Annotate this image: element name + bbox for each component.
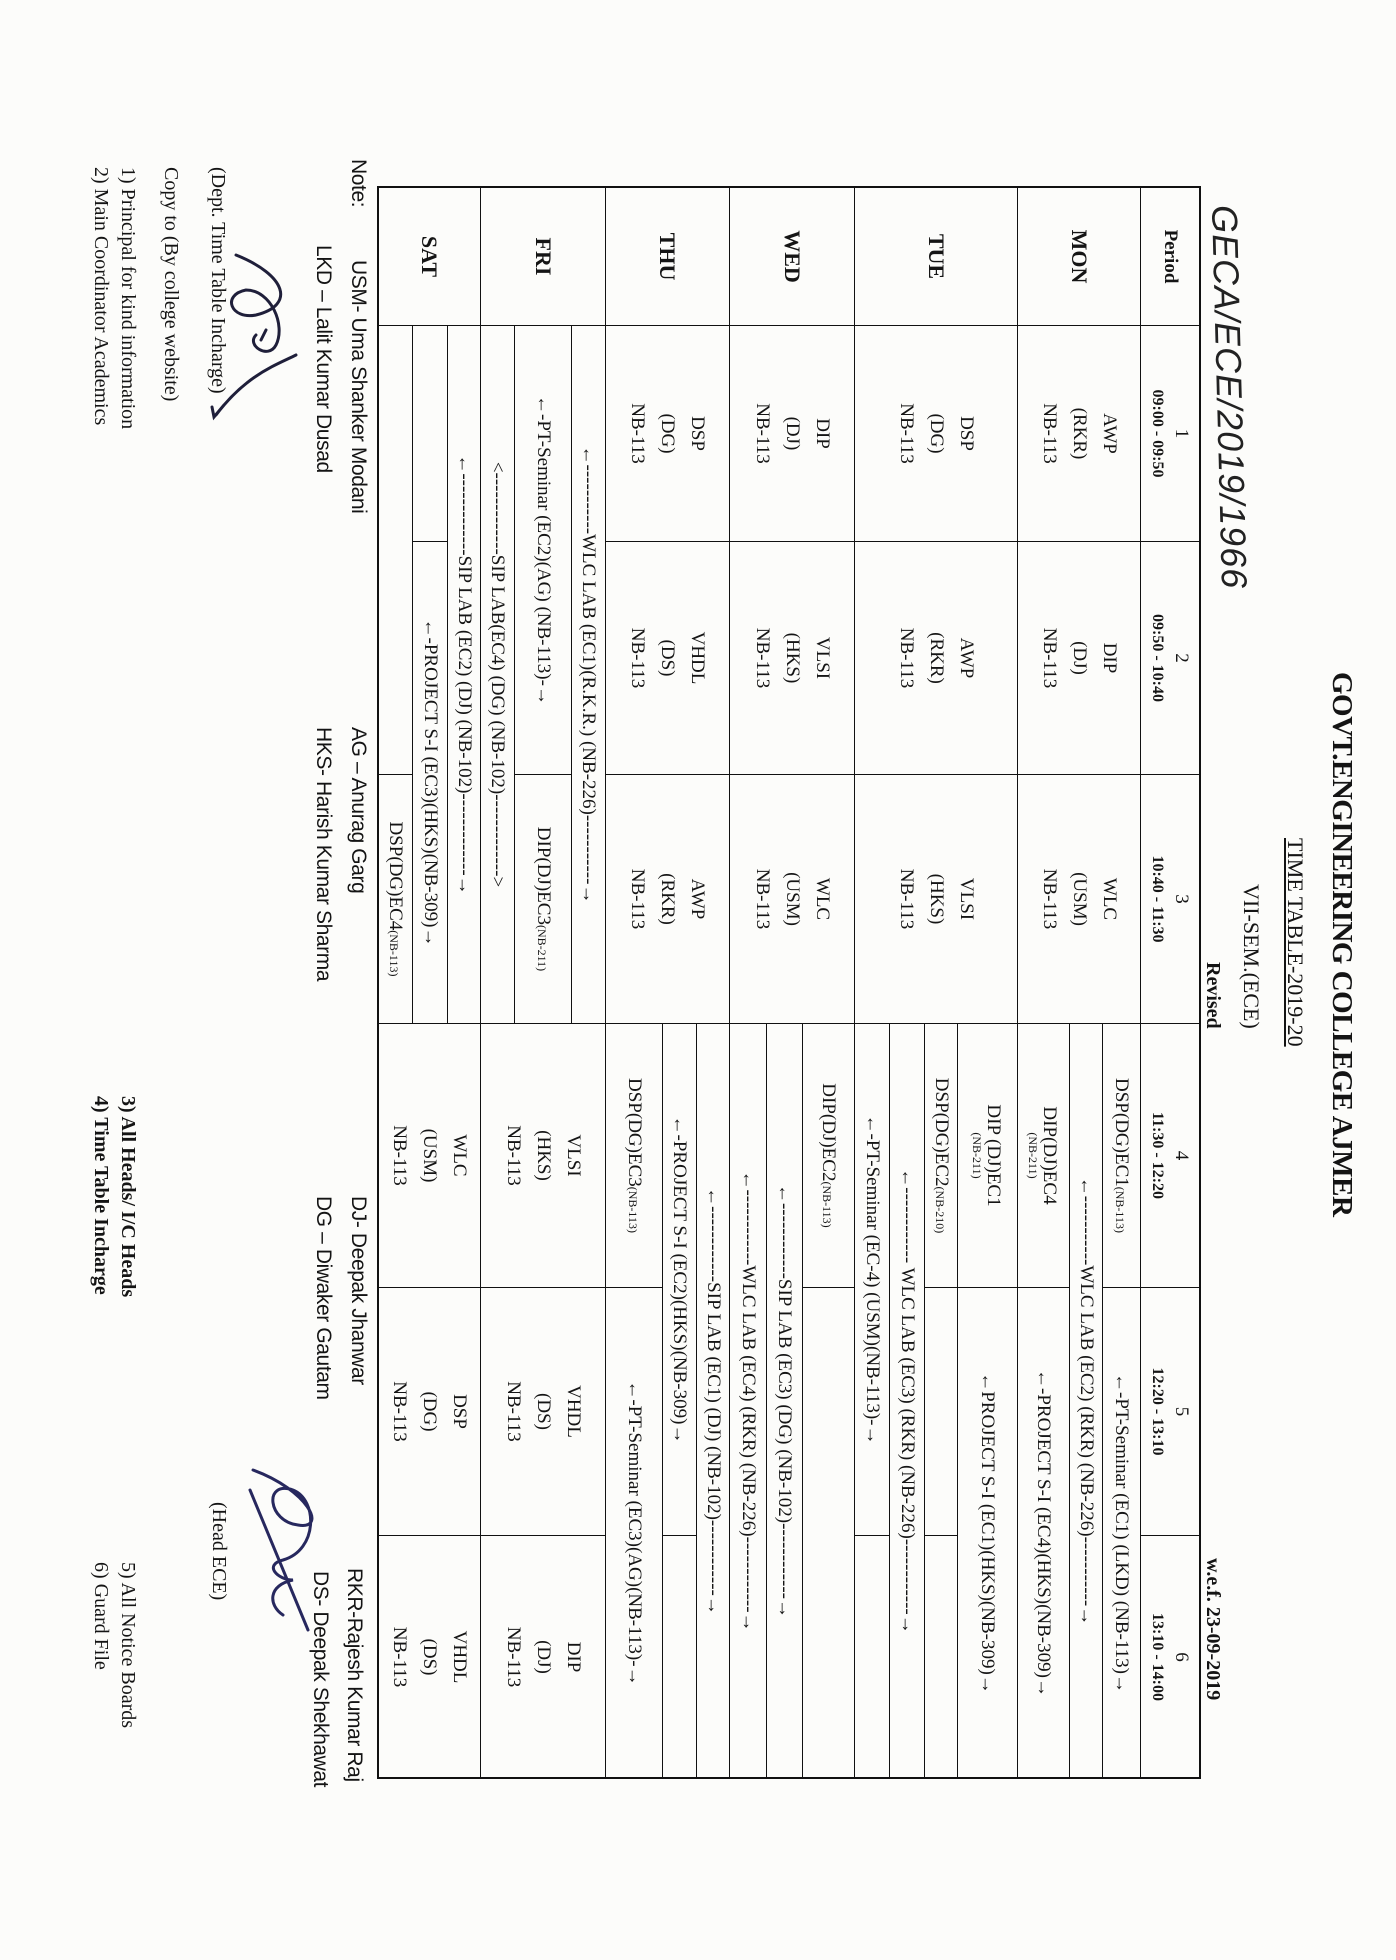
class-cell-text: DSP bbox=[449, 1394, 470, 1429]
abbr-lkd: LKD – Lalit Kumar Dusad bbox=[312, 245, 335, 473]
class-cell-text: ←-PROJECT S-I (EC2)(HKS)(NB-309)→ bbox=[669, 1115, 691, 1444]
class-cell-text: DIP bbox=[1099, 642, 1120, 674]
class-cell-text: ←-PROJECT S-I (EC4)(HKS)(NB-309)→ bbox=[1033, 1369, 1055, 1697]
class-cell-text: NB-113 bbox=[627, 403, 649, 464]
class-cell-text: NB-113 bbox=[1039, 403, 1060, 464]
room-number: (NB-211) bbox=[534, 924, 549, 972]
class-cell-text: NB-113 bbox=[503, 1125, 524, 1186]
class-cell-text: ←-PT-Seminar (EC1) (LKD) (NB-113)→ bbox=[1111, 1373, 1133, 1693]
class-cell-text: NB-113 bbox=[627, 627, 649, 689]
college-title: GOVT.ENGINEERING COLLEGE AJMER bbox=[1326, 672, 1358, 1217]
class-cell-text: (DG) bbox=[926, 413, 947, 454]
class-cell-text: (DG) bbox=[657, 413, 679, 454]
period-number: 1 bbox=[1170, 428, 1192, 439]
class-cell-text: (DG) bbox=[419, 1391, 440, 1432]
class-cell-text: ←-----------WLC LAB (EC1)(R.K.R.) (NB-226)-----------→ bbox=[578, 445, 600, 904]
copy-to-label: Copy to (By college website) bbox=[160, 167, 182, 402]
class-cell-text: DSP(DG)EC3 bbox=[623, 1078, 645, 1187]
revised-label: Revised bbox=[1202, 962, 1224, 1029]
class-cell-text: ←------------WLC LAB (EC4) (RKR) (NB-226)------------→ bbox=[737, 1170, 759, 1632]
class-cell-text: ←-PT-Seminar (EC-4) (USM)(NB-113)-→ bbox=[861, 1114, 883, 1445]
head-ece-label: (Head ECE) bbox=[208, 1502, 230, 1601]
class-cell-text: NB-113 bbox=[503, 1381, 524, 1442]
class-cell-text: (USM) bbox=[419, 1128, 440, 1183]
class-cell-text: DSP(DG)EC4 bbox=[384, 821, 406, 931]
class-cell-text: (DS) bbox=[533, 1393, 554, 1430]
class-cell-text: ←------------ WLC LAB (EC3) (RKR) (NB-226)------------→ bbox=[896, 1168, 918, 1634]
abbr-ag: AG – Anurag Garg bbox=[347, 727, 370, 894]
copy-to-item: 5) All Notice Boards bbox=[117, 1562, 139, 1729]
day-name: SAT bbox=[416, 235, 442, 278]
class-cell-text: ←PROJECT S-I (EC1)(HKS)(NB-309)→ bbox=[977, 1372, 999, 1694]
class-cell-text: (HKS) bbox=[533, 1130, 554, 1181]
class-cell-text: DSP bbox=[687, 416, 709, 451]
class-cell-text: (RKR) bbox=[926, 632, 947, 684]
class-cell-text: VHDL bbox=[687, 631, 709, 685]
abbr-hks: HKS- Harish Kumar Sharma bbox=[312, 727, 335, 982]
class-cell-text: NB-113 bbox=[389, 1626, 410, 1688]
day-name: WED bbox=[779, 230, 805, 283]
day-name: FRI bbox=[530, 237, 556, 276]
class-cell-text: NB-113 bbox=[503, 1626, 524, 1688]
abbr-dj: DJ- Deepak Jhanwar bbox=[347, 1196, 370, 1385]
class-cell-text: ←------------SIP LAB (EC3) (DG) (NB-102)------------→ bbox=[774, 1183, 796, 1618]
class-cell-text: DIP bbox=[812, 418, 833, 449]
class-cell-text: (HKS) bbox=[782, 632, 803, 684]
abbr-dg: DG – Diwaker Gautam bbox=[312, 1196, 335, 1400]
room-number: (NB-113) bbox=[820, 1181, 835, 1228]
class-cell-text: DSP bbox=[956, 416, 977, 451]
table-border bbox=[377, 186, 1201, 1779]
copy-to-item: 3) All Heads/ I/C Heads bbox=[117, 1096, 139, 1298]
period-time: 09:50 - 10:40 bbox=[1148, 614, 1166, 702]
room-number: (NB-113) bbox=[1113, 1186, 1128, 1233]
period-time: 10:40 - 11:30 bbox=[1148, 855, 1166, 943]
class-cell-text: DSP(DG)EC1 bbox=[1111, 1078, 1133, 1187]
period-time: 13:10 - 14:00 bbox=[1148, 1613, 1166, 1701]
period-number: 2 bbox=[1170, 653, 1192, 663]
class-cell-text: VHDL bbox=[449, 1630, 470, 1684]
abbr-ds: DS- Deepak Shekhawat bbox=[309, 1571, 332, 1788]
room-number: (NB-113) bbox=[386, 930, 401, 977]
abbr-usm: USM- Uma Shanker Modani bbox=[347, 260, 370, 514]
class-cell-text: (HKS) bbox=[926, 873, 947, 925]
class-cell-text: VLSI bbox=[812, 636, 833, 680]
class-cell-text: DIP(DJ)EC4 bbox=[1039, 1106, 1061, 1205]
class-cell-text: DIP(DJ)EC3 bbox=[532, 826, 554, 925]
class-cell-text: (DJ) bbox=[533, 1640, 554, 1674]
period-number: 5 bbox=[1170, 1406, 1192, 1417]
copy-to-item: 2) Main Coordinator Academics bbox=[90, 167, 112, 426]
room-number: (NB-211) bbox=[1025, 1132, 1040, 1179]
class-cell-text: DIP (DJ)EC1 bbox=[983, 1104, 1005, 1207]
class-cell-text: <-------------SIP LAB(EC4) (DG) (NB-102)-------------> bbox=[487, 461, 509, 888]
period-number: 3 bbox=[1170, 894, 1192, 904]
class-cell-text: NB-113 bbox=[896, 403, 917, 464]
copy-to-item: 6) Guard File bbox=[90, 1562, 112, 1670]
room-number: (NB-210) bbox=[932, 1186, 947, 1234]
class-cell-text: DSP(DG)EC2 bbox=[930, 1077, 952, 1187]
timetable-title: TIME TABLE-2019-20 bbox=[1283, 838, 1308, 1047]
class-cell-text: (RKR) bbox=[1069, 407, 1090, 460]
period-number: 6 bbox=[1170, 1652, 1192, 1662]
handwritten-reference-number: GECA/ECE/2019/1966 bbox=[1203, 204, 1256, 590]
class-cell-text: DIP bbox=[563, 1641, 584, 1673]
class-cell-text: (USM) bbox=[1069, 872, 1090, 926]
abbr-rkr: RKR-Rajesh Kumar Raj bbox=[343, 1568, 366, 1782]
class-cell-text: NB-113 bbox=[752, 403, 773, 464]
class-cell-text: VHDL bbox=[563, 1385, 584, 1438]
dept-incharge-label: (Dept. Time Table Incharge) bbox=[207, 167, 229, 394]
class-cell-text: ←-PT-Seminar (EC3)(AG)(NB-113)-→ bbox=[623, 1380, 645, 1686]
class-cell-text: NB-113 bbox=[1039, 627, 1060, 689]
effective-date: w.e.f. 23-09-2019 bbox=[1202, 1558, 1224, 1701]
class-cell-text: (DS) bbox=[657, 639, 679, 677]
class-cell-text: (DJ) bbox=[1069, 641, 1090, 675]
class-cell-text: ←-----------WLC LAB (EC2) (RKR) (NB-226)-----------→ bbox=[1075, 1176, 1097, 1626]
class-cell-text: ←-PROJECT S-I (EC3)(HKS)(NB-309)→ bbox=[419, 618, 441, 947]
class-cell-text: NB-113 bbox=[752, 627, 773, 689]
day-name: THU bbox=[655, 232, 681, 281]
head-ece-signature bbox=[223, 1430, 338, 1670]
class-cell-text: AWP bbox=[1099, 413, 1120, 454]
day-name: MON bbox=[1066, 229, 1092, 284]
class-cell-text: WLC bbox=[1099, 877, 1120, 921]
period-number: 4 bbox=[1170, 1150, 1192, 1161]
room-number: (NB-211) bbox=[969, 1132, 984, 1179]
period-label: Period bbox=[1159, 229, 1181, 284]
class-cell-text: NB-113 bbox=[389, 1125, 410, 1186]
class-cell-text: AWP bbox=[687, 878, 709, 920]
class-cell-text: (DJ) bbox=[782, 416, 803, 451]
period-time: 09:00 - 09:50 bbox=[1148, 389, 1166, 478]
room-number: (NB-113) bbox=[625, 1186, 640, 1233]
class-cell-text: ←-------------SIP LAB (EC2) (DJ) (NB-102)-------------→ bbox=[453, 454, 475, 895]
class-cell-text: NB-113 bbox=[896, 627, 917, 689]
class-cell-text: NB-113 bbox=[1039, 868, 1060, 930]
class-cell-text: NB-113 bbox=[896, 868, 917, 930]
class-cell-text: (RKR) bbox=[657, 873, 679, 925]
copy-to-item: 1) Principal for kind information bbox=[117, 167, 139, 430]
class-cell-text: NB-113 bbox=[627, 868, 649, 930]
class-cell-text: WLC bbox=[812, 877, 833, 921]
class-cell-text: NB-113 bbox=[389, 1381, 410, 1442]
class-cell-text: NB-113 bbox=[752, 868, 773, 930]
class-cell-text: (USM) bbox=[782, 872, 803, 926]
day-name: TUE bbox=[923, 233, 949, 280]
note-label: Note: bbox=[347, 159, 370, 208]
semester-label: VII-SEM.(ECE) bbox=[1239, 884, 1264, 1029]
class-cell-text: ←-PT-Seminar (EC2)(AG) (NB-113)-→ bbox=[532, 395, 554, 705]
class-cell-text: DIP(DJ)EC2 bbox=[818, 1083, 840, 1182]
copy-to-item: 4) Time Table Incharge bbox=[90, 1096, 112, 1295]
class-cell-text: AWP bbox=[956, 637, 977, 679]
period-time: 11:30 - 12:20 bbox=[1148, 1111, 1166, 1200]
class-cell-text: VLSI bbox=[956, 877, 977, 921]
class-cell-text: (DS) bbox=[419, 1638, 440, 1676]
class-cell-text: VLSI bbox=[563, 1134, 584, 1177]
period-time: 12:20 - 13:10 bbox=[1148, 1367, 1166, 1456]
class-cell-text: ←------------SIP LAB (EC1) (DJ) (NB-102)------------→ bbox=[702, 1187, 724, 1615]
class-cell-text: WLC bbox=[449, 1134, 470, 1177]
